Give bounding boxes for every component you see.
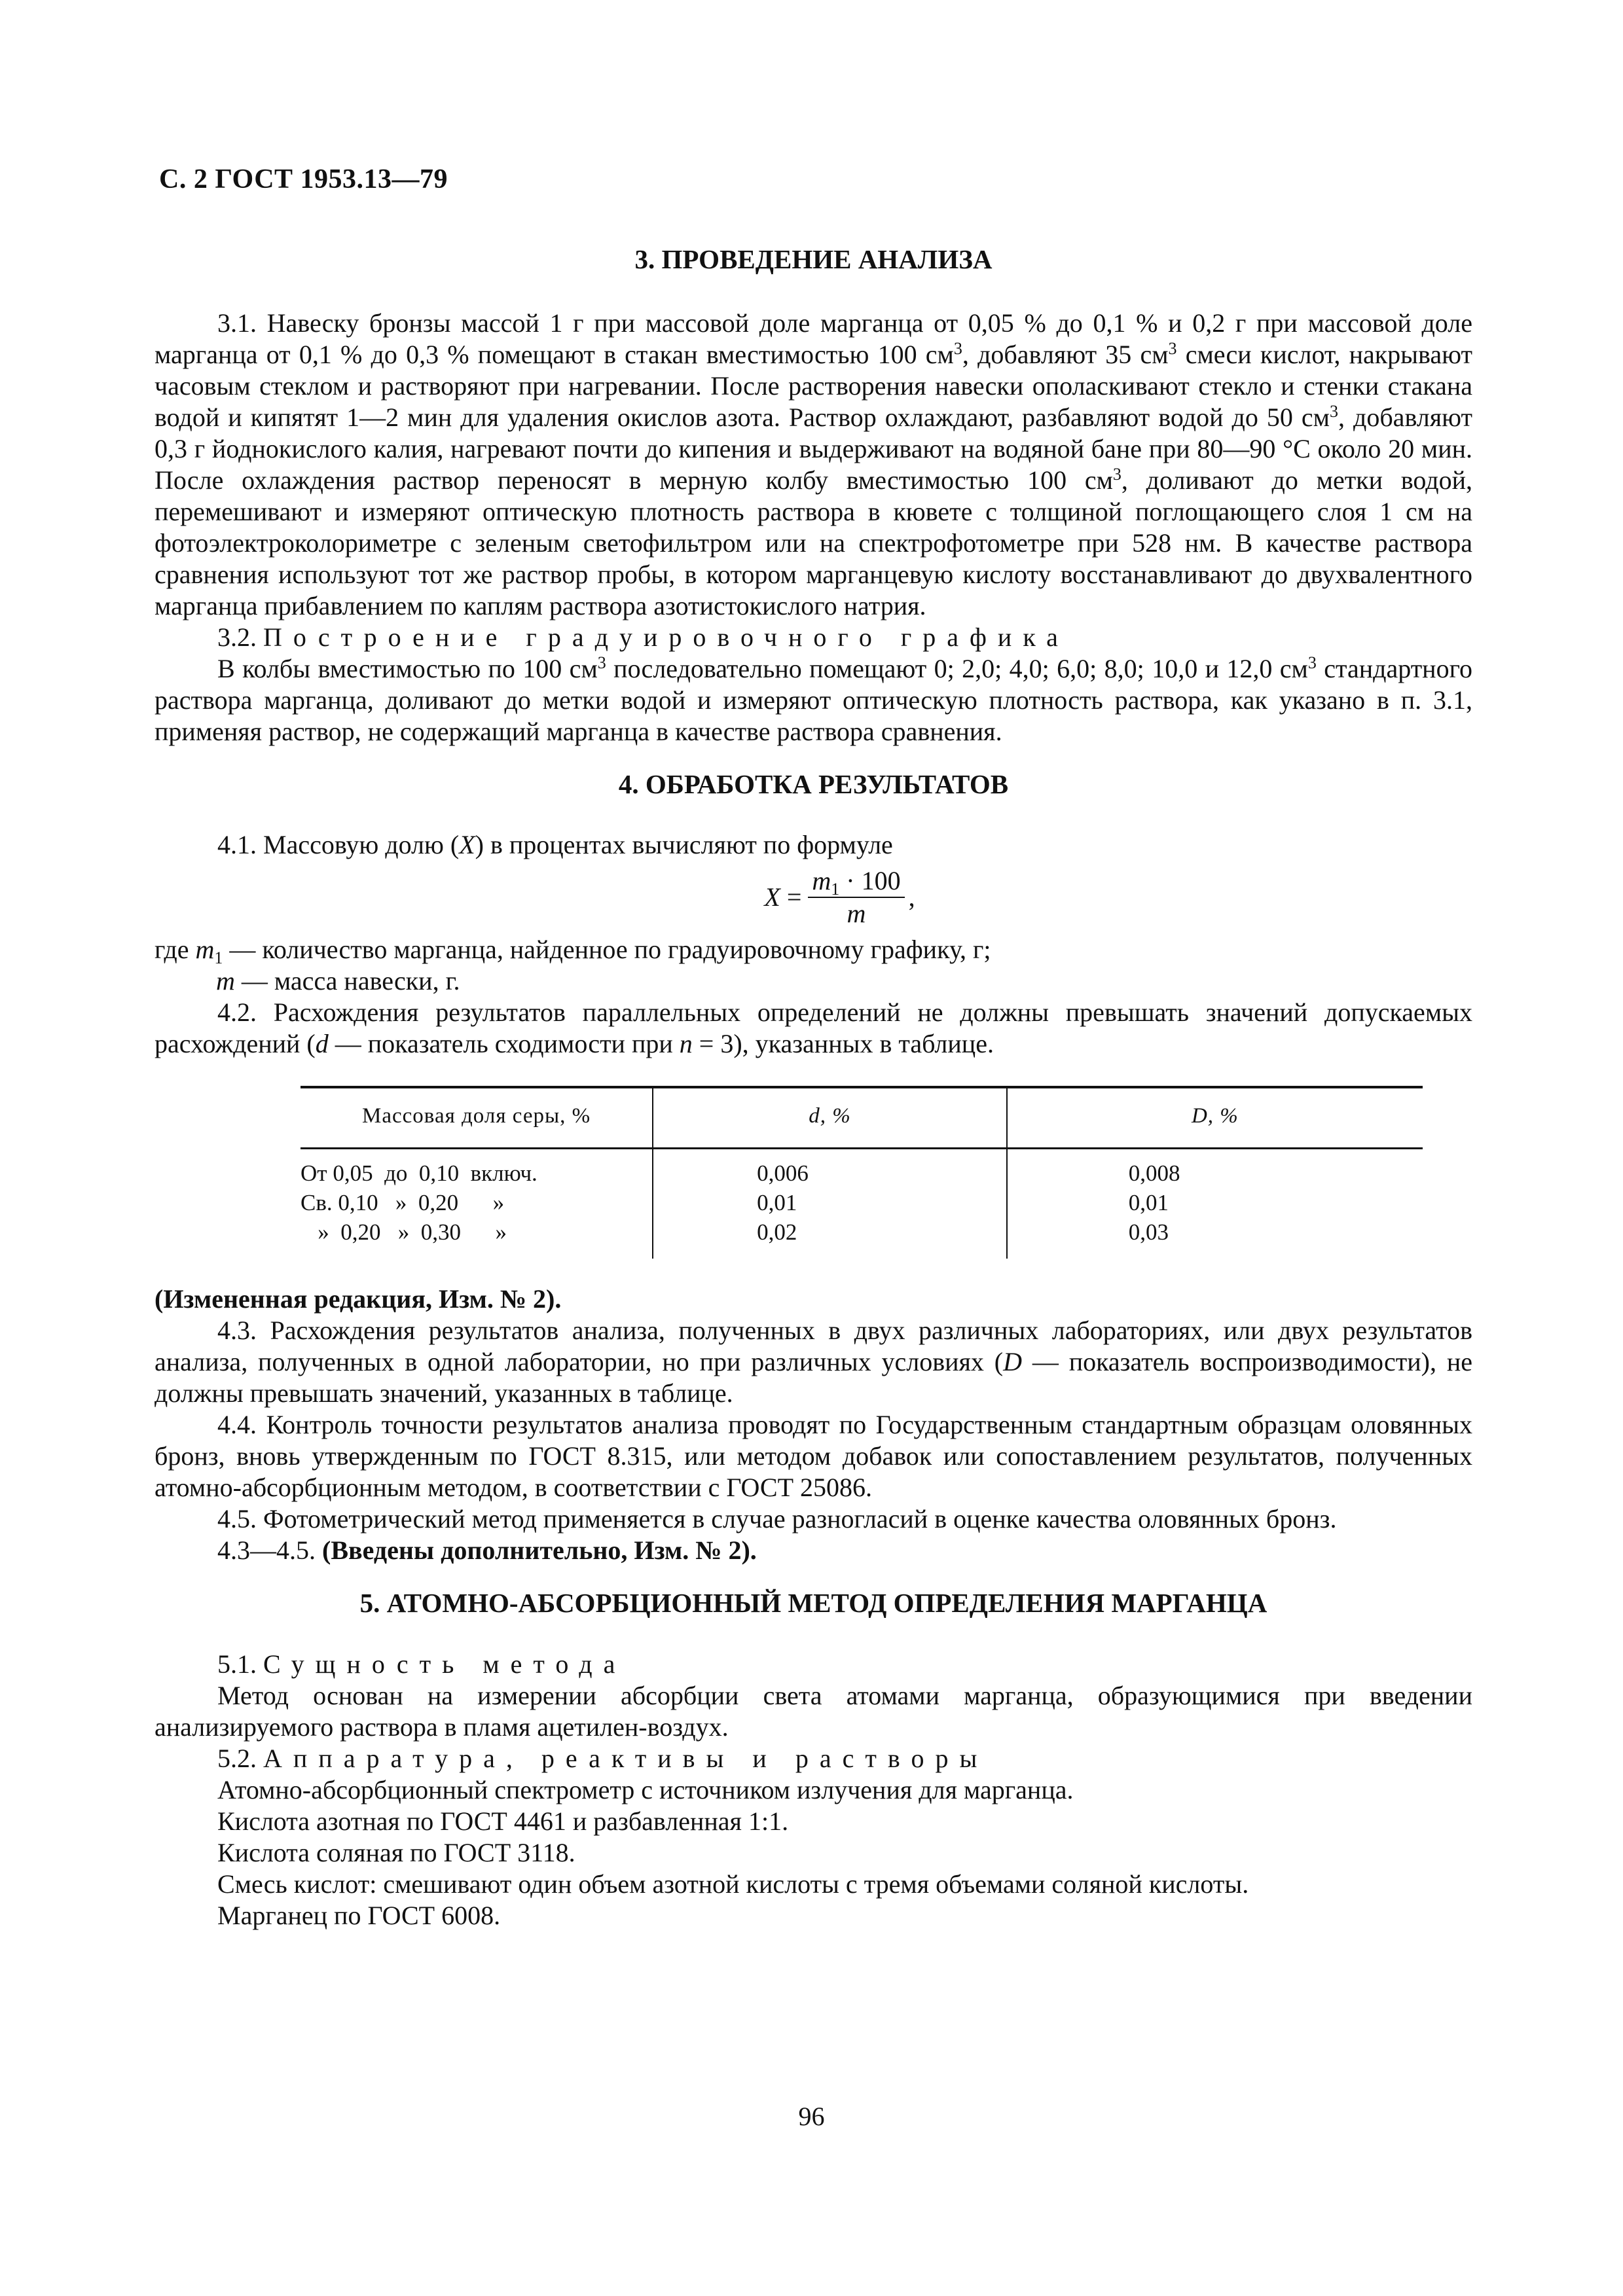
list-item: Смесь кислот: смешивают один объем азотной кислоты с тремя объемами соляной кислоты. — [217, 1869, 1249, 1899]
list-item: Кислота соляная по ГОСТ 3118. — [217, 1838, 575, 1867]
section-3-title: 3. ПРОВЕДЕНИЕ АНАЛИЗА — [634, 244, 993, 274]
table-cell: 0,01 — [653, 1188, 1007, 1217]
formula-numerator: $m_1 \cdot 100$ — [808, 867, 904, 898]
formula-legend — [155, 934, 1472, 997]
table-header-cell: Массовая доля серы, % — [362, 1104, 591, 1128]
table-header-cell: D, % — [1007, 1087, 1423, 1149]
amendment-note: (Измененная редакция, Изм. № 2). — [155, 1284, 562, 1314]
table-cell: Св. 0,10 » 0,20 » — [301, 1190, 505, 1215]
section-4-title: 4. ОБРАБОТКА РЕЗУЛЬТАТОВ — [618, 769, 1009, 799]
table-cell: » 0,20 » 0,30 » — [301, 1219, 507, 1245]
section-5-title: 5. АТОМНО-АБСОРБЦИОННЫЙ МЕТОД ОПРЕДЕЛЕНИЯ МАРГАНЦА — [359, 1588, 1267, 1618]
page-content — [155, 243, 1472, 1931]
formula: X = $\frac{m_1 \cdot 100}{m}$ , — [764, 866, 915, 928]
list-item: Марганец по ГОСТ 6008. — [217, 1901, 501, 1930]
list-item: Атомно-абсорбционный спектрометр с источником излучения для марганца. — [217, 1775, 1074, 1804]
table-cell: 0,006 — [653, 1149, 1007, 1189]
paragraph-3-2-heading: 3.2. Построение градуировочного графика — [217, 622, 1069, 652]
paragraph-4-3-4-5-note: 4.3—4.5. (Введены дополнительно, Изм. № 2). — [217, 1535, 757, 1565]
page-header: С. 2 ГОСТ 1953.13—79 — [159, 164, 448, 194]
paragraph-4-5: 4.5. Фотометрический метод применяется в случае разногласий в оценке качества оловянных бронз. — [217, 1504, 1337, 1534]
legend-m: m — масса навески, г. — [216, 966, 460, 996]
table-header-cell: d, % — [653, 1087, 1007, 1149]
table-row — [301, 1217, 1423, 1259]
formula-fraction — [808, 867, 904, 928]
table-row — [301, 1188, 1423, 1217]
paragraph-4-4: 4.4. Контроль точности результатов анализа проводят по Государственным стандартным образцам оловянных бронз, вновь утвержденным по ГОСТ 8.315, или методом добавок или сопоставлением результатов, полученных атомно-абсорбционным методом, в соответствии с ГОСТ 25086. — [155, 1410, 1472, 1502]
legend-m1: где $m_1$ — количество марганца, найденное по градуировочному графику, г; — [155, 935, 991, 967]
table-row — [301, 1149, 1423, 1189]
paragraph-5-2-heading: 5.2. Аппаратура, реактивы и растворы — [217, 1744, 989, 1773]
table-cell: 0,01 — [1007, 1188, 1423, 1217]
paragraph-5-1-heading: 5.1. Сущность метода — [217, 1649, 627, 1679]
table-cell: 0,03 — [1007, 1217, 1423, 1259]
table-cell: 0,008 — [1007, 1149, 1423, 1189]
paragraph-4-1: 4.1. Массовую долю (X) в процентах вычисляют по формуле — [217, 830, 893, 859]
table-header-row — [301, 1087, 1423, 1149]
paragraph-3-2: В колбы вместимостью по 100 $см^3$ последовательно помещают 0; 2,0; 4,0; 6,0; 8,0; 10,0 и 12,0 $см^3$ стандартного раствора марганца, доливают до метки водой и измеряют оптическую плотность раствора, как указано в п. 3.1, применяя раствор, не содержащий марганца в качестве раствора сравнения. — [155, 653, 1472, 746]
paragraph-3-1: 3.1. Навеску бронзы массой 1 г при массовой доле марганца от 0,05 % до 0,1 % и 0,2 г при массовой доле марганца от 0,1 % до 0,3 % помещают в стакан вместимостью 100 $см^3$, добавляют 35 $см^3$ смеси кислот, накрывают часовым стеклом и растворяют при нагревании. После растворения навески ополаскивают стекло и стенки стакана водой и кипятят 1—2 мин для удаления окислов азота. Раствор охлаждают, разбавляют водой до 50 $см^3$, добавляют 0,3 г йоднокислого калия, нагревают почти до кипения и выдерживают на водяной бане при 80—90 °С около 20 мин. После охлаждения раствор переносят в мерную колбу вместимостью 100 $см^3$, доливают до метки водой, перемешивают и измеряют оптическую плотность раствора в кювете с толщиной поглощающего слоя 1 см на фотоэлектроколориметре с зеленым светофильтром или на спектрофотометре при 528 нм. В качестве раствора сравнения используют тот же раствор пробы, в котором марганцевую кислоту восстанавливают до двухвалентного марганца прибавлением по каплям раствора азотистокислого натрия. — [155, 308, 1473, 620]
formula-denominator: m — [847, 899, 866, 928]
tolerance-table — [301, 1086, 1423, 1259]
table-cell: От 0,05 до 0,10 включ. — [301, 1160, 538, 1186]
paragraph-4-2: 4.2. Расхождения результатов параллельных определений не должны превышать значений допускаемых расхождений (d — показатель сходимости при n = 3), указанных в таблице. — [155, 997, 1472, 1058]
page-number: 96 — [798, 2102, 825, 2131]
list-item: Кислота азотная по ГОСТ 4461 и разбавленная 1:1. — [217, 1806, 789, 1836]
table-cell: 0,02 — [653, 1217, 1007, 1259]
paragraph-5-1: Метод основан на измерении абсорбции света атомами марганца, образующимися при введении анализируемого раствора в пламя ацетилен-воздух. — [155, 1681, 1472, 1742]
paragraph-4-3: 4.3. Расхождения результатов анализа, полученных в двух различных лабораториях, или двух результатов анализа, полученных в одной лаборатории, но при различных условиях (D — показатель воспроизводимости), не должны превышать значений, указанных в таблице. — [155, 1316, 1472, 1408]
